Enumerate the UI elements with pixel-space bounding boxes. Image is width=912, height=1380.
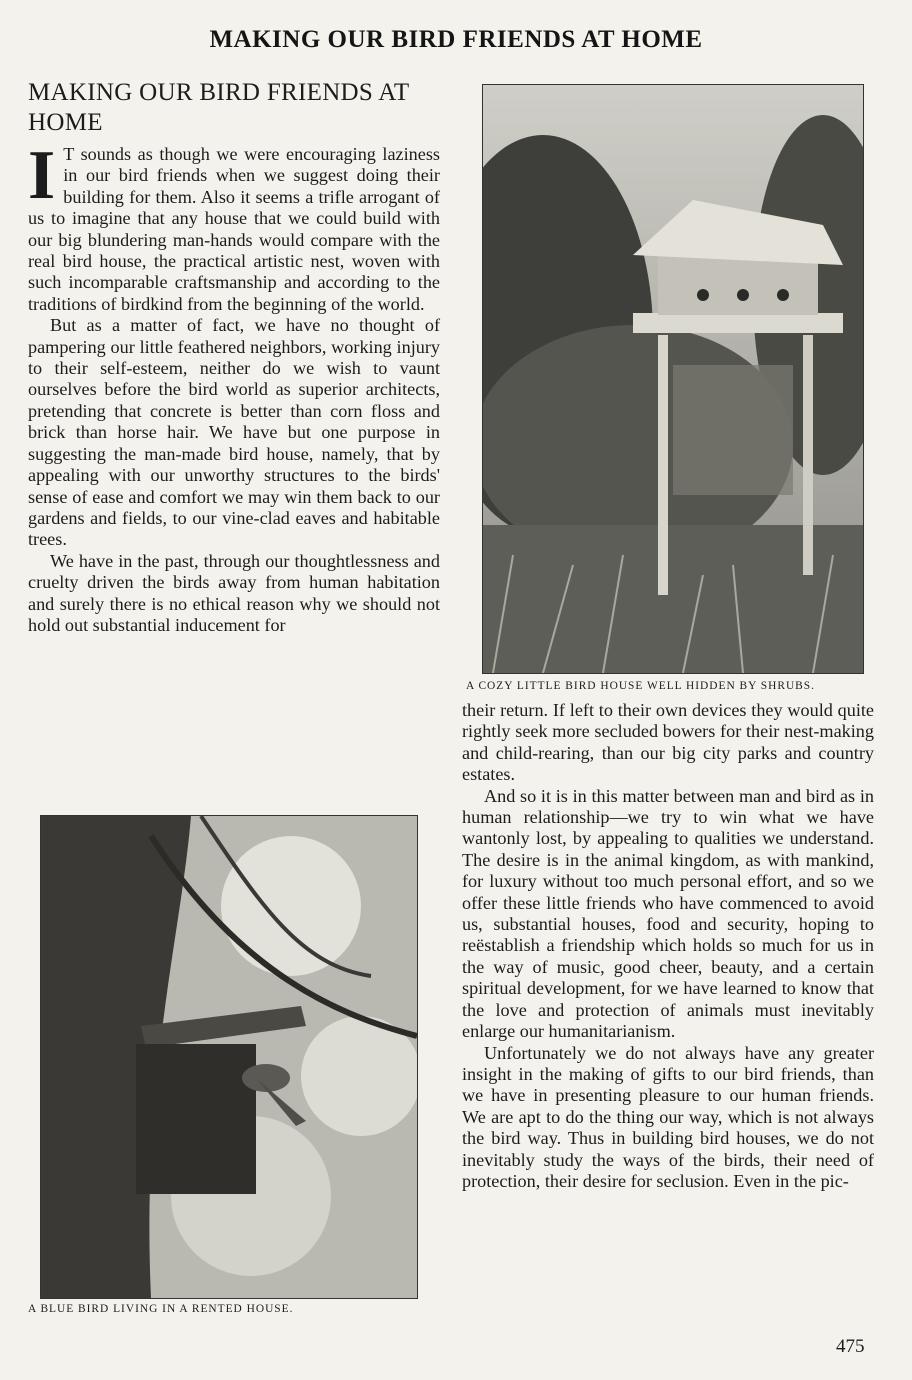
paragraph-1 [28,137,440,315]
caption-cozy-bird-house: A COZY LITTLE BIRD HOUSE WELL HIDDEN BY SHRUBS. [466,680,815,692]
paragraph-3: We have in the past, through our thoughtlessness and cruelty driven the birds away from human habitation and surely there is no ethical reason why we should not hold out substantial inducement for [28,550,440,635]
blue-bird-illustration [41,816,417,1298]
paragraph-4: their return. If left to their own devices they would quite rightly seek more secluded bowers for their nest-making and child-rearing, than our big city parks and country estates. [462,700,874,785]
paragraph-6: Unfortunately we do not always have any greater insight in the making of gifts to our bird friends, than we have in presenting pleasure to our human friends. We are apt to do the thing our way, which is not always the bird way. Thus in building bird houses, we do not inevitably study the ways of the birds, their need of protection, their desire for seclusion. Even in the pic- [462,1042,874,1191]
bird-house-illustration [483,85,863,673]
running-head: MAKING OUR BIRD FRIENDS AT HOME [209,26,703,53]
caption-blue-bird: A BLUE BIRD LIVING IN A RENTED HOUSE. [28,1303,294,1315]
paragraph-1-text: T sounds as though we were encouraging laziness in our bird friends when we suggest doing their building for them. Also it seems a trifle arrogant of us to imagine that any house that we could build with our big blundering man-hands would compare with the real bird house, the practical artistic nest, woven with such incomparable craftsmanship and according to the traditions of birdkind from the beginning of the world. [28,144,440,314]
photo-blue-bird [40,815,418,1299]
right-column [462,700,874,1192]
drop-cap: I [28,137,56,214]
article-title: MAKING OUR BIRD FRIENDS AT HOME [28,79,409,136]
left-column [28,78,440,636]
paragraph-2: But as a matter of fact, we have no thought of pampering our little feathered neighbors, working injury to their self-esteem, neither do we wish to vaunt ourselves before the bird world as superior architects, pretending that concrete is better than corn floss and brick than horse hair. We have but one purpose in suggesting the man-made bird house, namely, that by appealing with our unworthy structures to the birds' sense of ease and comfort we may win them back to our gardens and fields, to our vine-clad eaves and habitable trees. [28,315,440,550]
photo-cozy-bird-house [482,84,864,674]
paragraph-5: And so it is in this matter between man and bird as in human relationship—we try to win what we have wantonly lost, by appealing to qualities we understand. The desire is in the animal kingdom, as with mankind, for luxury without too much personal effort, and so we offer these little friends who have commenced to avoid us, substantial houses, food and security, hoping to reëstablish a friendship which holds so much for us in the way of music, good cheer, beauty, and a certain spiritual development, for we have learned to know that the love and protection of animals must inevitably enlarge our humanitarianism. [462,785,874,1042]
page-number: 475 [836,1336,865,1357]
